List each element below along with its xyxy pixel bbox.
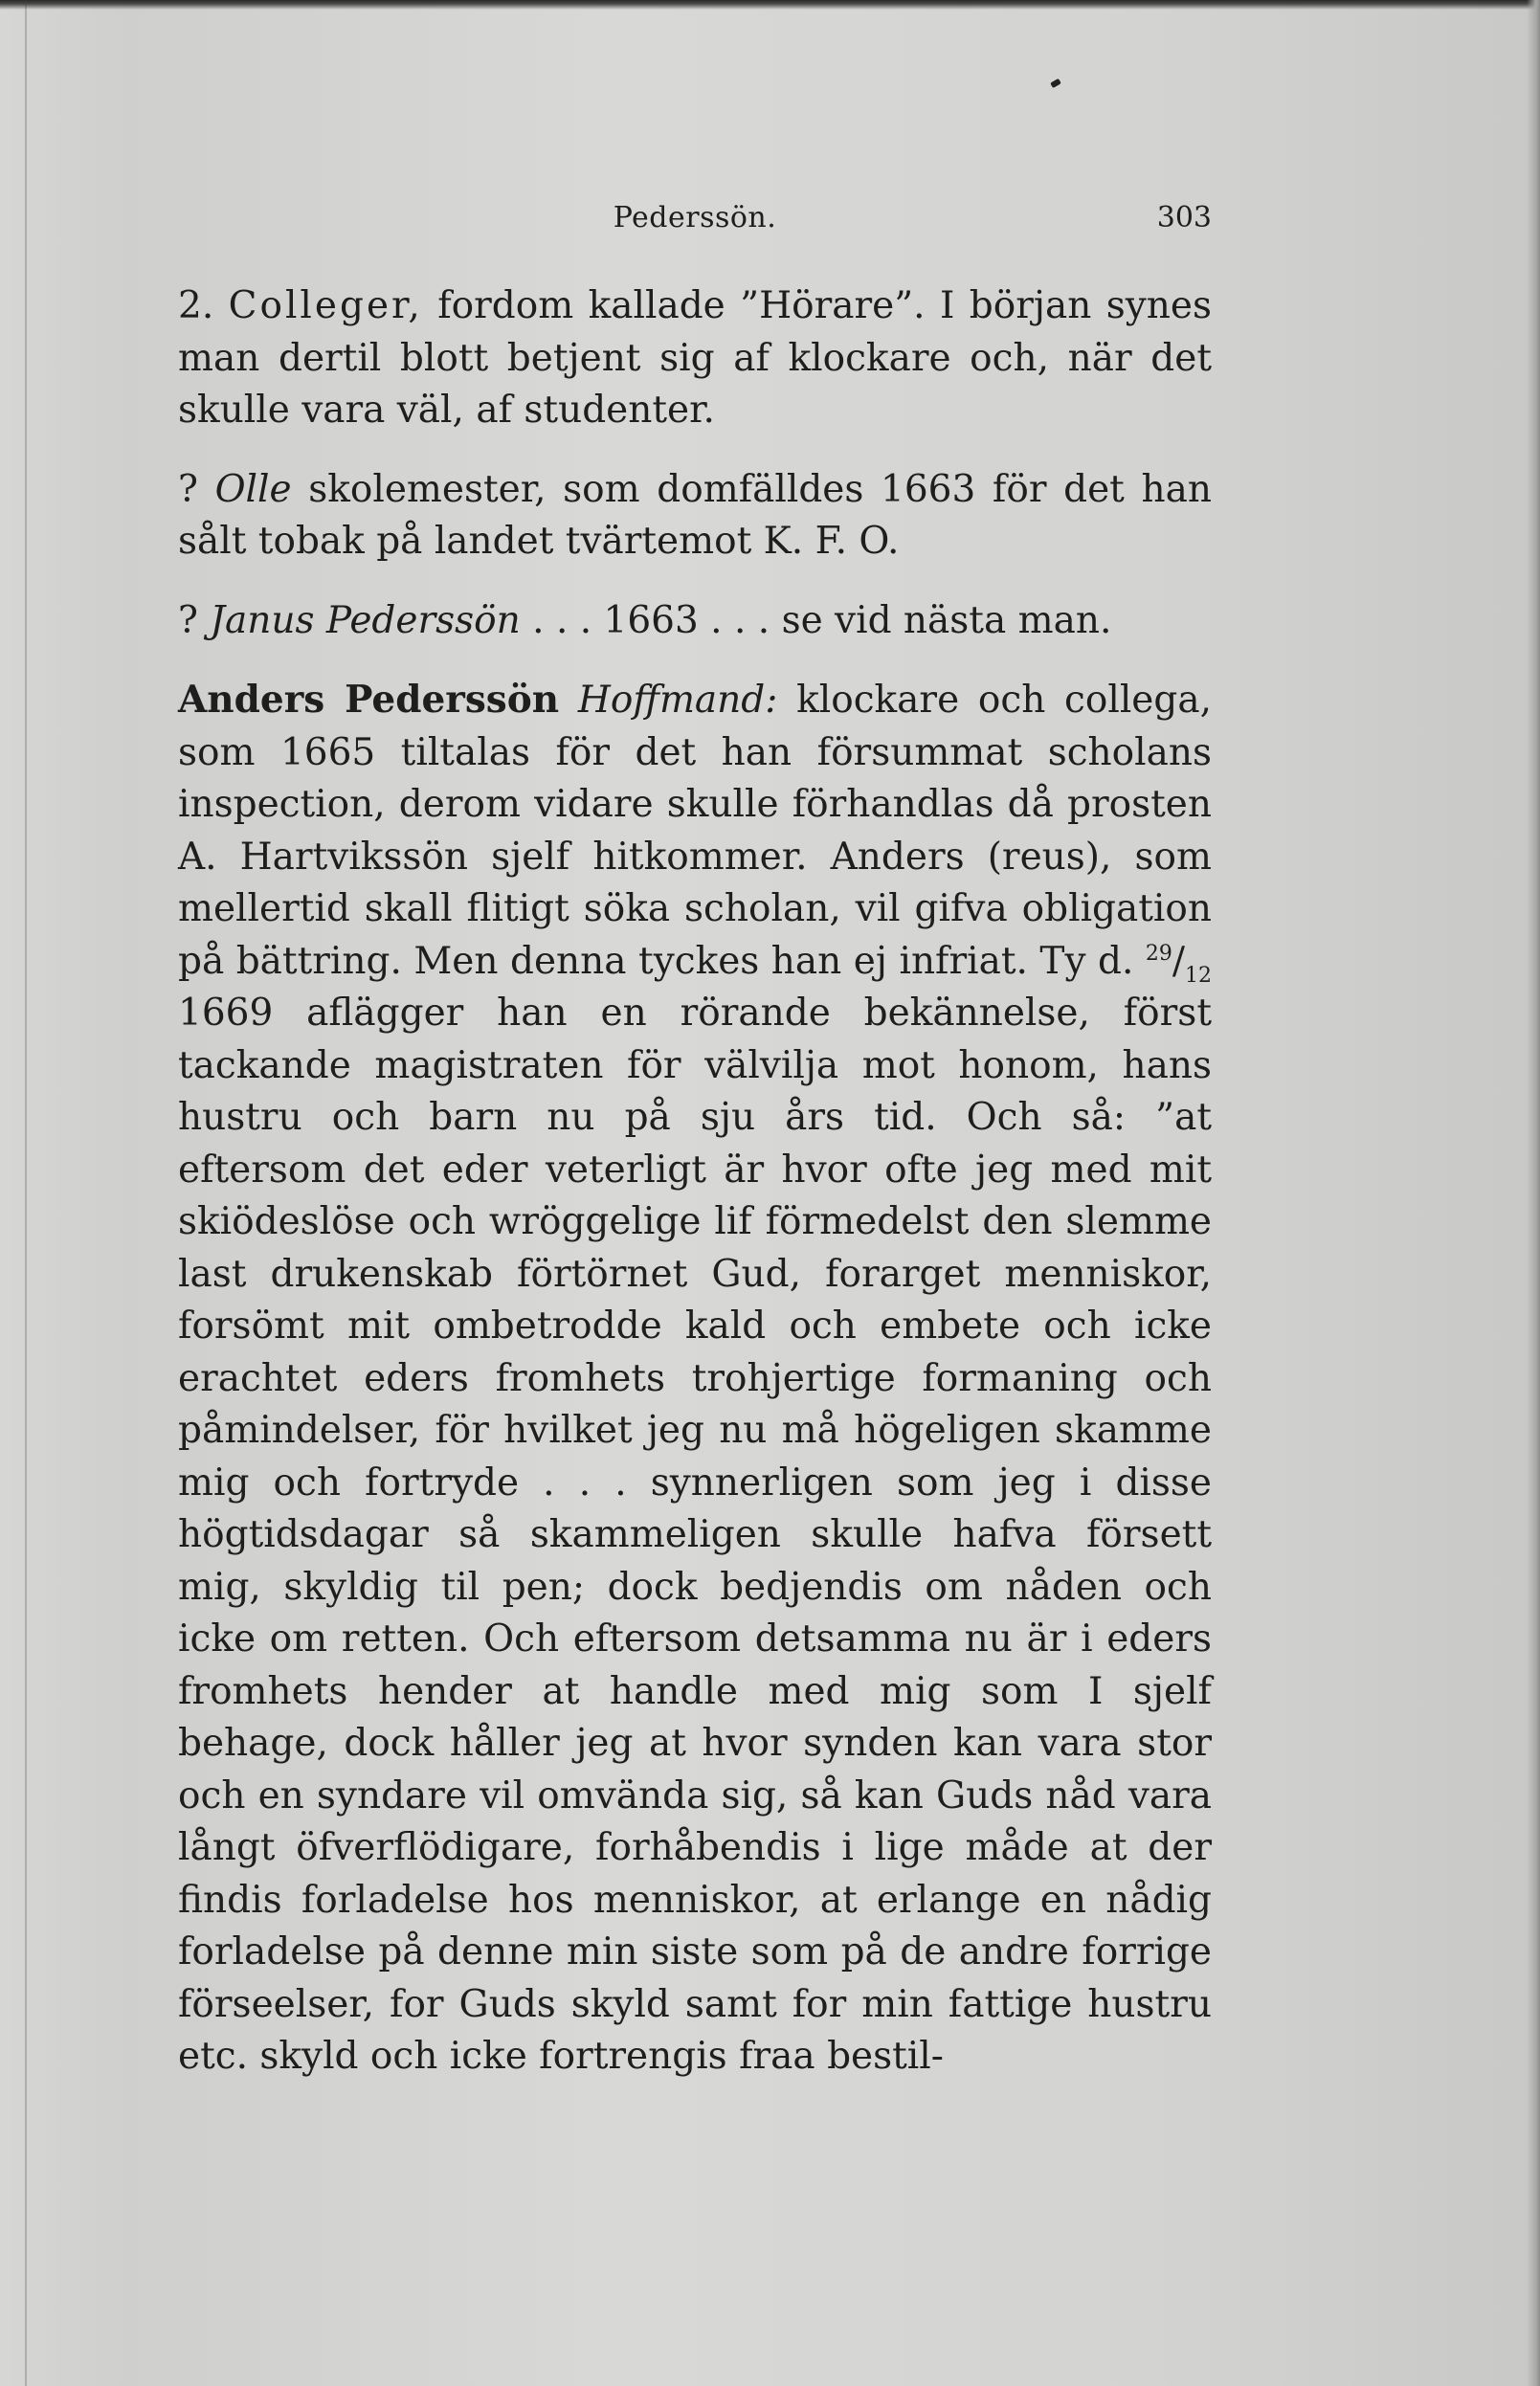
page-header (178, 201, 1212, 249)
person-alias: Hoffmand: (577, 679, 778, 722)
page-right-edge-shadow (1527, 0, 1540, 2386)
paragraph-text: fordom kallade ”Hörare”. I början synes man dertil blott betjent sig af klockare och, när det skulle vara väl, af studenter. (178, 284, 1212, 432)
person-name: Janus Pederssön (210, 598, 521, 642)
date-superscript: 29 (1145, 941, 1172, 966)
section-term: Colleger, (228, 284, 423, 327)
paragraph-text: klockare och collega, som 1665 tiltalas för det han försummat scholans inspection, derom vidare skulle förhandlas då prosten A. Hartvikssön sjelf hitkommer. Anders (reus), som mellertid skall flitigt söka scholan, vil gifva obligation på bättring. Men denna tyckes han ej infriat. Ty d. (178, 679, 1212, 983)
person-name: Anders Pederssön (178, 678, 560, 722)
date-subscript: 12 (1185, 963, 1212, 988)
paragraph-janus (178, 595, 1212, 648)
paragraph-text: skolemester, som domfälldes 1663 för det han sålt tobak på landet tvärtemot K. F. O. (178, 467, 1212, 563)
running-head: Pederssön. (613, 201, 777, 234)
uncertain-mark: ? (178, 598, 198, 642)
paragraph-colleger (178, 280, 1212, 437)
ink-mark (1050, 78, 1061, 88)
date-slash: / (1172, 939, 1185, 983)
person-name: Olle (214, 467, 292, 511)
page-number: 303 (1156, 201, 1212, 234)
uncertain-mark: ? (178, 467, 198, 511)
binding-line (25, 0, 27, 2386)
body-text (178, 280, 1212, 2084)
paragraph-text: 1669 aflägger han en rörande bekännelse, först tackande magistraten för välvilja mot honom, hans hustru och barn nu på sju års tid. Och så: ”at eftersom det eder veterligt är hvor ofte jeg med mit skiödeslöse och wröggelige lif förmedelst den slemme last drukenskab förtörnet Gud, forarget menniskor, forsömt mit ombetrodde kald och embete och icke erachtet eders fromhets trohjertige formaning och påmindelser, för hvilket jeg nu må högeligen skamme mig och fortryde . . . synnerligen som jeg i disse högtidsdagar så skammeligen skulle hafva försett mig, skyldig til pen; dock bedjendis om nåden och icke om retten. Och eftersom detsamma nu är i eders fromhets hender at handle med mig som I sjelf behage, dock håller jeg at hvor synden kan vara stor och en syndare vil omvända sig, så kan Guds nåd vara långt öfverflödigare, forhåbendis i lige måde at der findis forladelse hos menniskor, at erlange en nådig forladelse på denne min siste som på de andre forrige förseelser, for Guds skyld samt for min fattige hustru etc. skyld och icke fortrengis fraa bestil- (178, 992, 1212, 2078)
paragraph-gap (178, 569, 1212, 595)
paragraph-text: . . . 1663 . . . se vid nästa man. (532, 598, 1112, 642)
paragraph-olle (178, 464, 1212, 569)
paragraph-anders (178, 674, 1212, 2084)
paragraph-gap (178, 647, 1212, 674)
page-top-edge-shadow (0, 0, 1540, 10)
section-number: 2. (178, 284, 214, 327)
paragraph-gap (178, 437, 1212, 464)
